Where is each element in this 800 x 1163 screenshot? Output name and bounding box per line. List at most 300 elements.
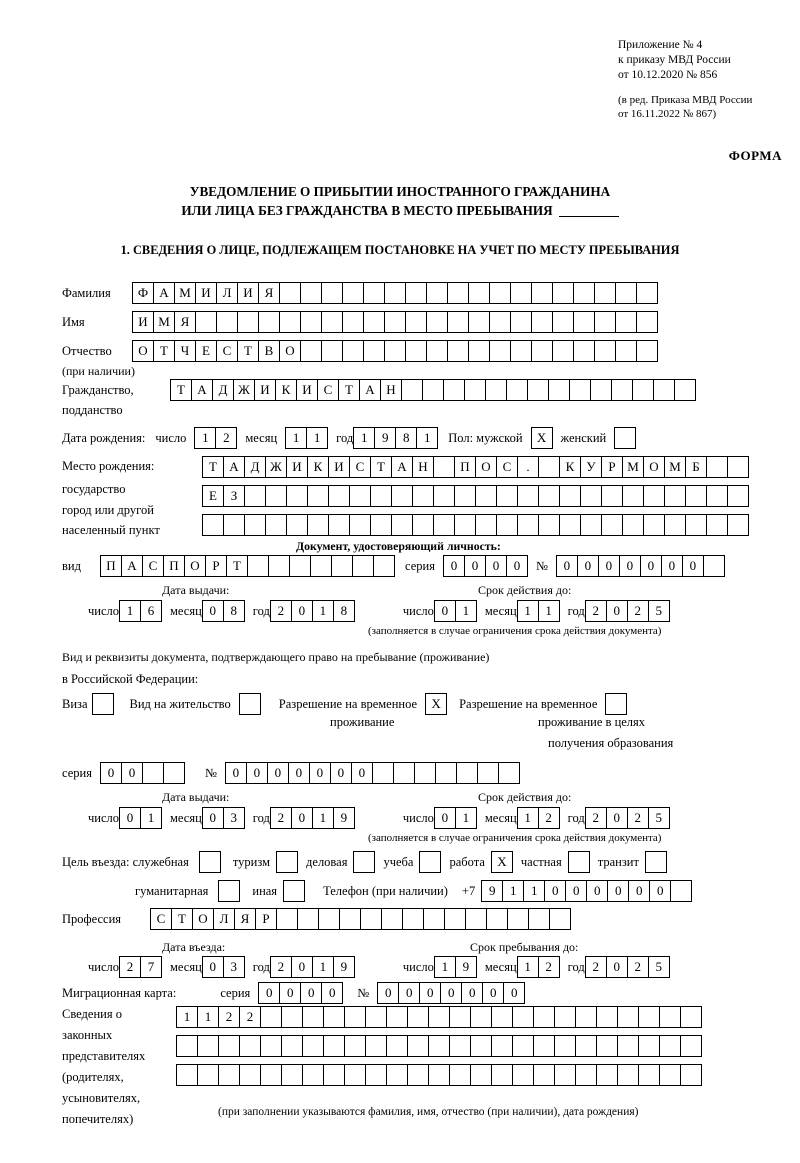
char-cell[interactable]: 0 <box>398 982 420 1004</box>
char-cell[interactable] <box>302 1006 324 1028</box>
char-cell[interactable] <box>527 379 549 401</box>
char-cell[interactable]: 0 <box>291 600 313 622</box>
id-doc-valid-year-boxes[interactable] <box>585 600 670 622</box>
char-cell[interactable] <box>300 311 322 333</box>
char-cell[interactable] <box>554 1006 576 1028</box>
stay-doc-series-boxes[interactable] <box>100 762 185 784</box>
char-cell[interactable] <box>559 514 581 536</box>
char-cell[interactable] <box>596 1035 618 1057</box>
char-cell[interactable]: 0 <box>464 555 486 577</box>
char-cell[interactable] <box>360 908 382 930</box>
char-cell[interactable] <box>412 485 434 507</box>
char-cell[interactable]: 0 <box>661 555 683 577</box>
char-cell[interactable]: Т <box>338 379 360 401</box>
char-cell[interactable] <box>674 379 696 401</box>
char-cell[interactable] <box>528 908 550 930</box>
residence-permit-checkbox[interactable] <box>239 693 261 715</box>
char-cell[interactable] <box>517 485 539 507</box>
char-cell[interactable]: Т <box>171 908 193 930</box>
birthplace-boxes-1[interactable] <box>202 456 749 478</box>
char-cell[interactable] <box>384 340 406 362</box>
char-cell[interactable] <box>276 908 298 930</box>
char-cell[interactable] <box>491 1006 513 1028</box>
id-doc-kind-boxes[interactable] <box>100 555 395 577</box>
char-cell[interactable]: 0 <box>419 982 441 1004</box>
char-cell[interactable] <box>365 1035 387 1057</box>
char-cell[interactable]: X <box>425 693 447 715</box>
char-cell[interactable] <box>611 379 633 401</box>
char-cell[interactable]: П <box>100 555 122 577</box>
purpose-other-checkbox[interactable] <box>283 880 305 902</box>
char-cell[interactable] <box>195 311 217 333</box>
char-cell[interactable] <box>489 340 511 362</box>
char-cell[interactable] <box>247 555 269 577</box>
char-cell[interactable]: 8 <box>223 600 245 622</box>
char-cell[interactable]: И <box>237 282 259 304</box>
char-cell[interactable]: 0 <box>619 555 641 577</box>
char-cell[interactable] <box>449 1064 471 1086</box>
char-cell[interactable]: О <box>475 456 497 478</box>
char-cell[interactable]: Р <box>601 456 623 478</box>
char-cell[interactable]: 5 <box>648 956 670 978</box>
char-cell[interactable]: 5 <box>648 600 670 622</box>
char-cell[interactable] <box>289 555 311 577</box>
char-cell[interactable] <box>260 1035 282 1057</box>
char-cell[interactable] <box>370 485 392 507</box>
char-cell[interactable]: К <box>275 379 297 401</box>
char-cell[interactable]: Н <box>380 379 402 401</box>
char-cell[interactable]: 0 <box>279 982 301 1004</box>
char-cell[interactable]: 0 <box>330 762 352 784</box>
char-cell[interactable]: С <box>216 340 238 362</box>
char-cell[interactable] <box>328 514 350 536</box>
profession-boxes[interactable] <box>150 908 571 930</box>
char-cell[interactable] <box>363 311 385 333</box>
char-cell[interactable] <box>433 485 455 507</box>
char-cell[interactable] <box>512 1006 534 1028</box>
id-doc-issue-month-boxes[interactable] <box>202 600 245 622</box>
char-cell[interactable] <box>533 1035 555 1057</box>
char-cell[interactable]: А <box>359 379 381 401</box>
char-cell[interactable]: 1 <box>502 880 524 902</box>
char-cell[interactable]: И <box>328 456 350 478</box>
char-cell[interactable]: Я <box>258 282 280 304</box>
char-cell[interactable] <box>163 762 185 784</box>
char-cell[interactable]: Ж <box>265 456 287 478</box>
char-cell[interactable] <box>601 485 623 507</box>
char-cell[interactable] <box>554 1035 576 1057</box>
char-cell[interactable]: 2 <box>538 956 560 978</box>
char-cell[interactable] <box>632 379 654 401</box>
char-cell[interactable]: Ч <box>174 340 196 362</box>
char-cell[interactable]: А <box>391 456 413 478</box>
char-cell[interactable]: X <box>491 851 513 873</box>
char-cell[interactable]: 3 <box>223 956 245 978</box>
char-cell[interactable] <box>428 1006 450 1028</box>
char-cell[interactable] <box>310 555 332 577</box>
birth-day-boxes[interactable] <box>194 427 237 449</box>
char-cell[interactable]: 2 <box>627 807 649 829</box>
char-cell[interactable]: 0 <box>434 600 456 622</box>
char-cell[interactable]: Ж <box>233 379 255 401</box>
char-cell[interactable]: Т <box>202 456 224 478</box>
char-cell[interactable] <box>470 1035 492 1057</box>
char-cell[interactable] <box>384 311 406 333</box>
char-cell[interactable] <box>580 485 602 507</box>
char-cell[interactable] <box>321 340 343 362</box>
char-cell[interactable] <box>344 1035 366 1057</box>
entry-day-boxes[interactable] <box>119 956 162 978</box>
char-cell[interactable] <box>373 555 395 577</box>
char-cell[interactable] <box>617 1035 639 1057</box>
char-cell[interactable] <box>393 762 415 784</box>
char-cell[interactable]: Е <box>195 340 217 362</box>
char-cell[interactable]: 0 <box>586 880 608 902</box>
char-cell[interactable]: 2 <box>585 600 607 622</box>
char-cell[interactable]: О <box>132 340 154 362</box>
char-cell[interactable] <box>323 1006 345 1028</box>
char-cell[interactable] <box>302 1035 324 1057</box>
char-cell[interactable]: 1 <box>285 427 307 449</box>
char-cell[interactable] <box>617 1006 639 1028</box>
char-cell[interactable] <box>353 851 375 873</box>
char-cell[interactable] <box>622 514 644 536</box>
char-cell[interactable]: И <box>195 282 217 304</box>
id-doc-series-boxes[interactable] <box>443 555 528 577</box>
char-cell[interactable] <box>447 311 469 333</box>
char-cell[interactable]: У <box>580 456 602 478</box>
char-cell[interactable]: 0 <box>377 982 399 1004</box>
purpose-study-checkbox[interactable] <box>419 851 441 873</box>
char-cell[interactable] <box>615 340 637 362</box>
char-cell[interactable]: А <box>223 456 245 478</box>
char-cell[interactable]: Я <box>234 908 256 930</box>
char-cell[interactable]: 0 <box>246 762 268 784</box>
char-cell[interactable] <box>176 1064 198 1086</box>
char-cell[interactable] <box>449 1035 471 1057</box>
char-cell[interactable] <box>470 1064 492 1086</box>
char-cell[interactable] <box>401 379 423 401</box>
char-cell[interactable] <box>636 311 658 333</box>
char-cell[interactable] <box>279 282 301 304</box>
char-cell[interactable] <box>365 1064 387 1086</box>
char-cell[interactable] <box>533 1064 555 1086</box>
char-cell[interactable] <box>384 282 406 304</box>
char-cell[interactable]: 1 <box>416 427 438 449</box>
char-cell[interactable]: 0 <box>225 762 247 784</box>
migration-card-number-boxes[interactable] <box>377 982 525 1004</box>
char-cell[interactable] <box>596 1006 618 1028</box>
char-cell[interactable] <box>279 311 301 333</box>
char-cell[interactable]: 9 <box>333 956 355 978</box>
char-cell[interactable] <box>643 485 665 507</box>
char-cell[interactable]: . <box>517 456 539 478</box>
char-cell[interactable]: 0 <box>565 880 587 902</box>
citizenship-boxes[interactable] <box>170 379 696 401</box>
char-cell[interactable]: Т <box>170 379 192 401</box>
char-cell[interactable] <box>727 514 749 536</box>
char-cell[interactable]: 0 <box>288 762 310 784</box>
char-cell[interactable] <box>573 340 595 362</box>
char-cell[interactable]: 1 <box>517 956 539 978</box>
reps-boxes-1[interactable] <box>176 1006 702 1028</box>
char-cell[interactable]: О <box>192 908 214 930</box>
char-cell[interactable] <box>447 282 469 304</box>
char-cell[interactable]: 0 <box>461 982 483 1004</box>
purpose-tourism-checkbox[interactable] <box>276 851 298 873</box>
char-cell[interactable] <box>538 485 560 507</box>
char-cell[interactable]: 0 <box>321 982 343 1004</box>
char-cell[interactable]: 1 <box>434 956 456 978</box>
char-cell[interactable] <box>216 311 238 333</box>
char-cell[interactable] <box>197 1035 219 1057</box>
char-cell[interactable] <box>615 282 637 304</box>
char-cell[interactable]: 0 <box>506 555 528 577</box>
stay-year-boxes[interactable] <box>585 956 670 978</box>
char-cell[interactable] <box>706 456 728 478</box>
char-cell[interactable]: 0 <box>485 555 507 577</box>
char-cell[interactable]: 0 <box>291 807 313 829</box>
char-cell[interactable] <box>331 555 353 577</box>
char-cell[interactable] <box>622 485 644 507</box>
char-cell[interactable]: 2 <box>239 1006 261 1028</box>
char-cell[interactable]: 0 <box>482 982 504 1004</box>
char-cell[interactable]: 0 <box>267 762 289 784</box>
char-cell[interactable]: М <box>664 456 686 478</box>
char-cell[interactable] <box>638 1064 660 1086</box>
stay-doc-valid-year-boxes[interactable] <box>585 807 670 829</box>
char-cell[interactable] <box>197 1064 219 1086</box>
reps-boxes-2[interactable] <box>176 1035 702 1057</box>
char-cell[interactable] <box>517 514 539 536</box>
char-cell[interactable]: 2 <box>218 1006 240 1028</box>
char-cell[interactable] <box>559 485 581 507</box>
char-cell[interactable] <box>475 514 497 536</box>
char-cell[interactable]: 1 <box>523 880 545 902</box>
char-cell[interactable] <box>638 1035 660 1057</box>
char-cell[interactable] <box>727 485 749 507</box>
char-cell[interactable] <box>349 514 371 536</box>
char-cell[interactable]: З <box>223 485 245 507</box>
char-cell[interactable] <box>475 485 497 507</box>
char-cell[interactable] <box>268 555 290 577</box>
char-cell[interactable]: 0 <box>607 880 629 902</box>
char-cell[interactable] <box>601 514 623 536</box>
char-cell[interactable] <box>533 1006 555 1028</box>
char-cell[interactable] <box>218 880 240 902</box>
char-cell[interactable] <box>443 379 465 401</box>
char-cell[interactable] <box>643 514 665 536</box>
char-cell[interactable] <box>433 456 455 478</box>
char-cell[interactable] <box>349 485 371 507</box>
char-cell[interactable] <box>286 514 308 536</box>
char-cell[interactable] <box>664 514 686 536</box>
char-cell[interactable] <box>531 282 553 304</box>
char-cell[interactable] <box>444 908 466 930</box>
char-cell[interactable]: 0 <box>556 555 578 577</box>
char-cell[interactable]: Т <box>237 340 259 362</box>
char-cell[interactable]: Т <box>226 555 248 577</box>
char-cell[interactable]: 2 <box>538 807 560 829</box>
char-cell[interactable]: 8 <box>395 427 417 449</box>
char-cell[interactable] <box>419 851 441 873</box>
char-cell[interactable]: 1 <box>517 600 539 622</box>
char-cell[interactable] <box>386 1064 408 1086</box>
char-cell[interactable]: 9 <box>374 427 396 449</box>
char-cell[interactable] <box>265 485 287 507</box>
char-cell[interactable] <box>402 908 424 930</box>
char-cell[interactable] <box>489 311 511 333</box>
purpose-business-checkbox[interactable] <box>353 851 375 873</box>
char-cell[interactable]: 0 <box>544 880 566 902</box>
char-cell[interactable] <box>342 340 364 362</box>
char-cell[interactable] <box>218 1035 240 1057</box>
char-cell[interactable]: В <box>258 340 280 362</box>
char-cell[interactable]: 0 <box>119 807 141 829</box>
char-cell[interactable] <box>468 311 490 333</box>
reps-boxes-3[interactable] <box>176 1064 702 1086</box>
char-cell[interactable]: П <box>163 555 185 577</box>
stay-doc-valid-day-boxes[interactable] <box>434 807 477 829</box>
char-cell[interactable] <box>142 762 164 784</box>
sex-female-checkbox[interactable] <box>614 427 636 449</box>
char-cell[interactable] <box>531 340 553 362</box>
char-cell[interactable] <box>468 340 490 362</box>
char-cell[interactable] <box>653 379 675 401</box>
char-cell[interactable] <box>407 1006 429 1028</box>
char-cell[interactable] <box>680 1064 702 1086</box>
char-cell[interactable] <box>260 1064 282 1086</box>
char-cell[interactable] <box>548 379 570 401</box>
char-cell[interactable] <box>552 340 574 362</box>
char-cell[interactable]: П <box>454 456 476 478</box>
char-cell[interactable] <box>405 340 427 362</box>
char-cell[interactable] <box>218 1064 240 1086</box>
char-cell[interactable]: А <box>153 282 175 304</box>
char-cell[interactable]: 2 <box>627 600 649 622</box>
name-boxes[interactable] <box>132 311 658 333</box>
char-cell[interactable]: Л <box>216 282 238 304</box>
char-cell[interactable] <box>283 880 305 902</box>
char-cell[interactable] <box>435 762 457 784</box>
char-cell[interactable] <box>281 1035 303 1057</box>
char-cell[interactable]: X <box>531 427 553 449</box>
char-cell[interactable] <box>498 762 520 784</box>
birthplace-boxes-2[interactable] <box>202 485 749 507</box>
char-cell[interactable]: 2 <box>585 956 607 978</box>
char-cell[interactable]: 1 <box>353 427 375 449</box>
char-cell[interactable]: Я <box>174 311 196 333</box>
char-cell[interactable] <box>386 1035 408 1057</box>
char-cell[interactable] <box>605 693 627 715</box>
char-cell[interactable] <box>239 693 261 715</box>
char-cell[interactable] <box>237 311 259 333</box>
char-cell[interactable] <box>706 514 728 536</box>
char-cell[interactable]: 1 <box>176 1006 198 1028</box>
char-cell[interactable]: Л <box>213 908 235 930</box>
char-cell[interactable]: А <box>121 555 143 577</box>
char-cell[interactable] <box>549 908 571 930</box>
char-cell[interactable]: 0 <box>577 555 599 577</box>
char-cell[interactable]: 1 <box>312 600 334 622</box>
char-cell[interactable] <box>454 485 476 507</box>
char-cell[interactable] <box>342 311 364 333</box>
char-cell[interactable] <box>352 555 374 577</box>
char-cell[interactable]: 0 <box>649 880 671 902</box>
char-cell[interactable] <box>344 1064 366 1086</box>
char-cell[interactable]: Д <box>212 379 234 401</box>
char-cell[interactable] <box>428 1035 450 1057</box>
char-cell[interactable]: 1 <box>312 807 334 829</box>
char-cell[interactable] <box>617 1064 639 1086</box>
char-cell[interactable] <box>342 282 364 304</box>
char-cell[interactable] <box>477 762 499 784</box>
char-cell[interactable] <box>449 1006 471 1028</box>
char-cell[interactable] <box>414 762 436 784</box>
char-cell[interactable]: И <box>286 456 308 478</box>
id-doc-issue-year-boxes[interactable] <box>270 600 355 622</box>
stay-doc-issue-year-boxes[interactable] <box>270 807 355 829</box>
char-cell[interactable] <box>636 282 658 304</box>
char-cell[interactable] <box>703 555 725 577</box>
id-doc-valid-month-boxes[interactable] <box>517 600 560 622</box>
char-cell[interactable] <box>512 1064 534 1086</box>
char-cell[interactable] <box>507 908 529 930</box>
char-cell[interactable] <box>223 514 245 536</box>
char-cell[interactable] <box>372 762 394 784</box>
char-cell[interactable] <box>447 340 469 362</box>
char-cell[interactable]: 3 <box>223 807 245 829</box>
char-cell[interactable] <box>496 514 518 536</box>
char-cell[interactable] <box>426 311 448 333</box>
char-cell[interactable] <box>365 1006 387 1028</box>
char-cell[interactable]: 0 <box>598 555 620 577</box>
char-cell[interactable]: О <box>184 555 206 577</box>
char-cell[interactable]: 7 <box>140 956 162 978</box>
char-cell[interactable] <box>706 485 728 507</box>
char-cell[interactable]: 0 <box>291 956 313 978</box>
char-cell[interactable] <box>300 340 322 362</box>
char-cell[interactable]: И <box>296 379 318 401</box>
char-cell[interactable] <box>92 693 114 715</box>
char-cell[interactable] <box>302 1064 324 1086</box>
char-cell[interactable]: 1 <box>517 807 539 829</box>
char-cell[interactable]: 8 <box>333 600 355 622</box>
char-cell[interactable] <box>680 1035 702 1057</box>
char-cell[interactable]: 1 <box>306 427 328 449</box>
char-cell[interactable] <box>538 514 560 536</box>
char-cell[interactable]: М <box>174 282 196 304</box>
visa-checkbox[interactable] <box>92 693 114 715</box>
temp-residence-checkbox[interactable] <box>425 693 447 715</box>
char-cell[interactable]: С <box>150 908 172 930</box>
char-cell[interactable] <box>381 908 403 930</box>
char-cell[interactable] <box>426 282 448 304</box>
char-cell[interactable] <box>363 340 385 362</box>
char-cell[interactable]: 2 <box>627 956 649 978</box>
char-cell[interactable]: 1 <box>455 807 477 829</box>
purpose-transit-checkbox[interactable] <box>645 851 667 873</box>
edu-residence-checkbox[interactable] <box>605 693 627 715</box>
char-cell[interactable]: 0 <box>351 762 373 784</box>
char-cell[interactable]: М <box>622 456 644 478</box>
char-cell[interactable]: И <box>132 311 154 333</box>
char-cell[interactable] <box>456 762 478 784</box>
char-cell[interactable]: А <box>191 379 213 401</box>
phone-boxes[interactable] <box>481 880 692 902</box>
char-cell[interactable]: 1 <box>140 807 162 829</box>
char-cell[interactable]: 0 <box>100 762 122 784</box>
